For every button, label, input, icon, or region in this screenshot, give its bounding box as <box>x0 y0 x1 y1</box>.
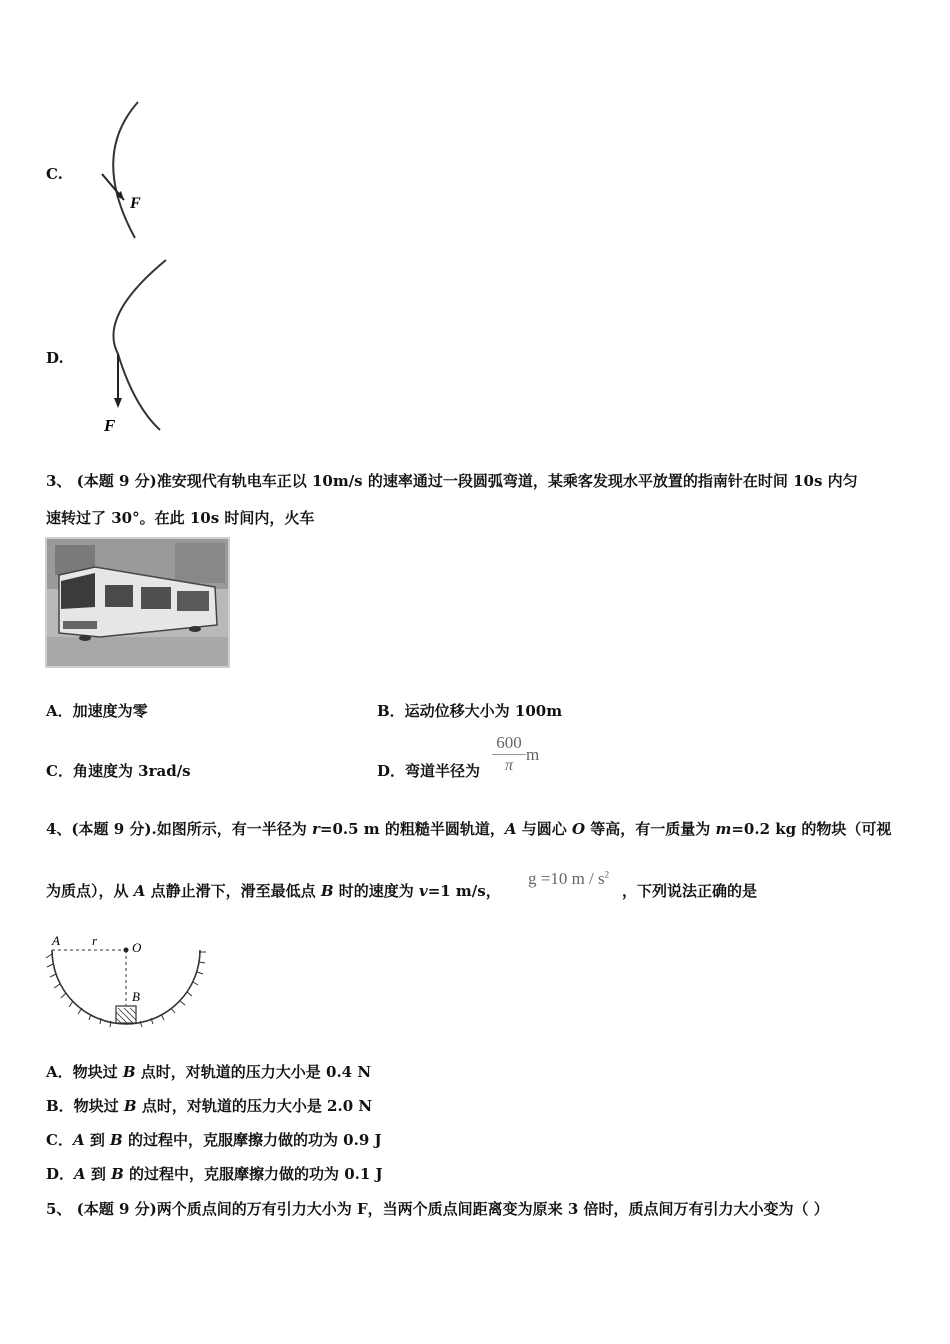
q4-text: 到 <box>84 1131 111 1149</box>
q4-line1 <box>46 818 891 839</box>
var-a: A <box>72 1131 85 1149</box>
option-c-label: C. <box>46 165 63 183</box>
q4-line2 <box>46 880 501 901</box>
q4-option-b <box>46 1095 372 1116</box>
fraction-unit: m <box>526 745 540 764</box>
q4-text: 4、(本题 9 分).如图所示，有一半径为 <box>46 820 312 838</box>
q4-text: 点时，对轨道的压力大小是 2.0 N <box>136 1097 373 1115</box>
q4-option-d <box>46 1163 383 1184</box>
gravity-exponent: 2 <box>604 869 610 880</box>
gravity-formula <box>528 869 609 889</box>
q4-text: 时的速度为 <box>333 882 419 900</box>
var-a: A <box>504 820 517 838</box>
q4-option-c <box>46 1129 382 1150</box>
q4-line2-tail: ，下列说法正确的是 <box>622 882 758 900</box>
var-a: A <box>74 1165 86 1183</box>
q4-option-a <box>46 1061 371 1082</box>
q4-text: =1 m/s， <box>427 882 501 900</box>
label-o: O <box>132 940 142 955</box>
q4-text: 与圆心 <box>516 820 572 838</box>
var-b: B <box>110 1131 123 1149</box>
var-a: A <box>133 882 146 900</box>
option-d-label: D. <box>46 349 64 367</box>
q3-option-a: A．加速度为零 <box>46 702 148 720</box>
option-c-figure <box>90 96 160 246</box>
q4-text: A．物块过 <box>46 1063 123 1081</box>
q3-option-c: C．角速度为 3rad/s <box>46 762 191 780</box>
q4-text: D． <box>46 1165 75 1183</box>
force-label-c: F <box>130 195 141 212</box>
fraction-600-over-pi <box>492 732 526 777</box>
option-d-figure <box>96 256 176 436</box>
label-b: B <box>132 989 140 1004</box>
var-m: m <box>715 820 732 838</box>
q4-text: 到 <box>85 1165 112 1183</box>
q4-text: 为质点），从 <box>46 882 134 900</box>
q4-text: 的过程中，克服摩擦力做的功为 0.1 J <box>123 1165 383 1183</box>
force-label-d: F <box>104 416 116 435</box>
q3-line1: 3、 (本题 9 分)准安现代有轨电车正以 10m/s 的速率通过一段圆弧弯道，某乘客发现水平放置的指南针在时间 10s 内匀 <box>46 472 858 490</box>
tram-photo <box>45 537 230 668</box>
q3-line2: 速转过了 30°。在此 10s 时间内，火车 <box>46 509 315 527</box>
q4-text: 等高，有一质量为 <box>585 820 716 838</box>
q4-text: =0.2 kg 的物块（可视 <box>731 820 892 838</box>
fraction-numerator: 600 <box>492 732 526 755</box>
q3-option-b: B．运动位移大小为 100m <box>377 702 563 720</box>
q3-option-d: D．弯道半径为 <box>377 762 481 780</box>
fraction-denominator: π <box>504 757 513 774</box>
q5-line1: 5、 (本题 9 分)两个质点间的万有引力大小为 F，当两个质点间距离变为原来 3 倍时，质点间万有引力大小变为（ ） <box>46 1200 829 1218</box>
semicircle-track-figure <box>40 930 215 1030</box>
gravity-value: g =10 m / s <box>528 869 605 888</box>
label-r: r <box>92 933 98 948</box>
q4-text: C． <box>46 1131 73 1149</box>
var-o: O <box>571 820 586 838</box>
var-v: v <box>418 882 428 900</box>
q4-text: 点时，对轨道的压力大小是 0.4 N <box>135 1063 372 1081</box>
q4-text: 的过程中，克服摩擦力做的功为 0.9 J <box>122 1131 382 1149</box>
label-a: A <box>52 933 60 948</box>
var-b: B <box>320 882 334 900</box>
var-b: B <box>122 1063 136 1081</box>
var-r: r <box>311 820 320 838</box>
q4-text: B．物块过 <box>46 1097 124 1115</box>
var-b: B <box>123 1097 137 1115</box>
var-b: B <box>111 1165 124 1183</box>
q4-text: =0.5 m 的粗糙半圆轨道， <box>319 820 505 838</box>
q4-text: 点静止滑下，滑至最低点 <box>145 882 321 900</box>
